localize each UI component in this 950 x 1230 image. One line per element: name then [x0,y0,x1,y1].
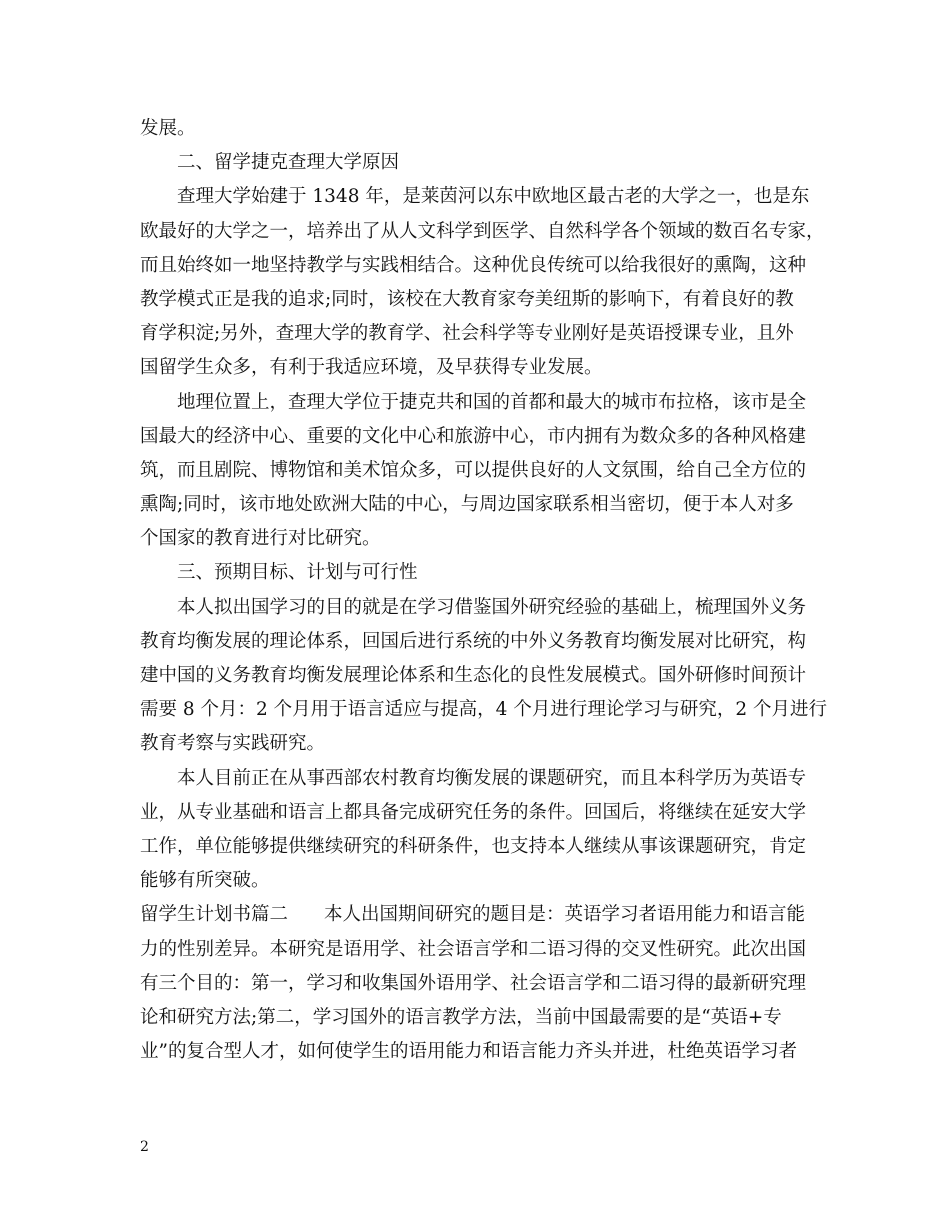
text-line: 论和研究方法;第二，学习国外的语言教学方法，当前中国最需要的是“英语+专 [140,1006,782,1028]
text-line: 国最大的经济中心、重要的文化中心和旅游中心，市内拥有为数众多的各种风格建 [140,425,807,447]
text-line: 而且始终如一地坚持教学与实践相结合。这种优良传统可以给我很好的熏陶，这种 [140,254,807,276]
section-heading: 三、预期目标、计划与可行性 [177,562,418,584]
text-line: 发展。 [140,118,196,139]
text-line: 本人拟出国学习的目的就是在学习借鉴国外研究经验的基础上，梳理国外义务 [177,596,807,618]
text-line: 教育均衡发展的理论体系，回国后进行系统的中外义务教育均衡发展对比研究，构 [140,630,807,652]
section-title: 留学生计划书篇二 [140,904,289,926]
text-line: 力的性别差异。本研究是语用学、社会语言学和二语习得的交叉性研究。此次出国 [140,938,807,960]
text-line: 需要 8 个月：2 个月用于语言适应与提高，4 个月进行理论学习与研究，2 个月进行 [140,699,827,721]
text-run: 本人出国期间研究的题目是：英语学习者语用能力和语言能 [324,904,806,926]
text-line: 个国家的教育进行对比研究。 [140,528,381,550]
page-number: 2 [140,1139,149,1155]
text-line: 育学积淀;另外，查理大学的教育学、社会科学等专业刚好是英语授课专业，且外 [140,323,794,345]
text-line: 熏陶;同时，该市地处欧洲大陆的中心，与周边国家联系相当密切，便于本人对多 [140,494,794,516]
text-line: 业，从专业基础和语言上都具备完成研究任务的条件。回国后，将继续在延安大学 [140,801,807,823]
text-line: 欧最好的大学之一，培养出了从人文科学到医学、自然科学各个领域的数百名专家， [140,220,825,242]
text-line: 国留学生众多，有利于我适应环境，及早获得专业发展。 [140,357,603,379]
text-line: 有三个目的：第一，学习和收集国外语用学、社会语言学和二语习得的最新研究理 [140,972,807,994]
text-line: 地理位置上，查理大学位于捷克共和国的首都和最大的城市布拉格，该市是全 [177,391,807,413]
text-line: 教学模式正是我的追求;同时，该校在大教育家夸美纽斯的影响下，有着良好的教 [140,288,794,310]
text-line: 筑，而且剧院、博物馆和美术馆众多，可以提供良好的人文氛围，给自己全方位的 [140,459,807,481]
text-line: 查理大学始建于 1348 年，是莱茵河以东中欧地区最古老的大学之一，也是东 [177,186,810,208]
text-line [140,898,814,932]
text-line: 建中国的义务教育均衡发展理论体系和生态化的良性发展模式。国外研修时间预计 [140,665,807,686]
text-line: 业”的复合型人才，如何使学生的语用能力和语言能力齐头并进，杜绝英语学习者 [140,1041,797,1063]
text-line: 本人目前正在从事西部农村教育均衡发展的课题研究，而且本科学历为英语专 [177,767,807,789]
text-line: 能够有所突破。 [140,870,270,892]
section-heading: 二、留学捷克查理大学原因 [177,152,400,174]
text-line: 教育考察与实践研究。 [140,733,326,755]
text-line: 工作，单位能够提供继续研究的科研条件，也支持本人继续从事该课题研究，肯定 [140,835,807,857]
body-text [140,112,827,1069]
